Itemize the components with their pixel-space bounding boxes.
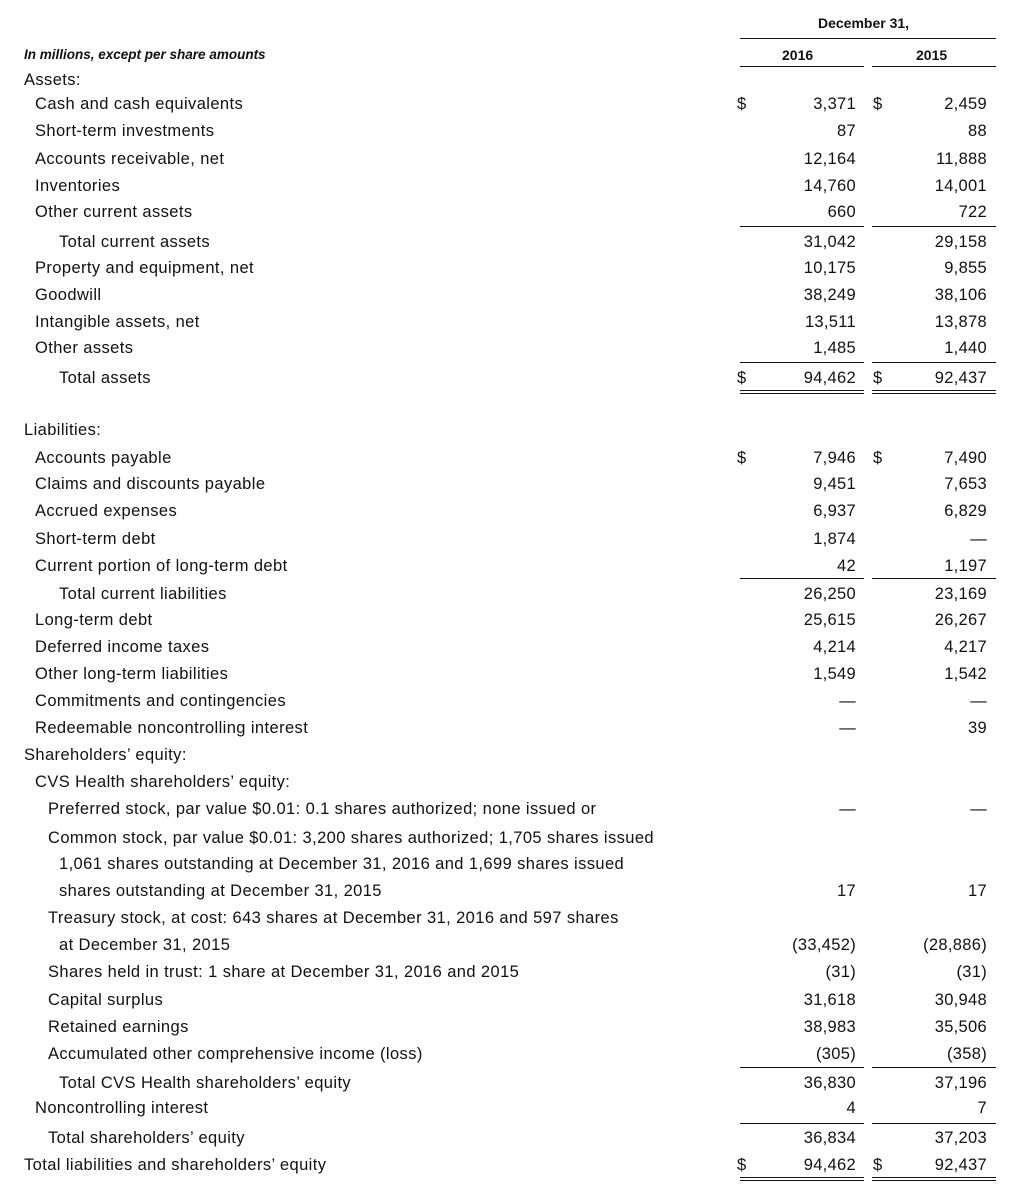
value-2016: 17 bbox=[837, 882, 856, 900]
value-2016: 36,830 bbox=[803, 1074, 856, 1092]
subtotal-rule bbox=[872, 578, 996, 579]
value-2015: 37,203 bbox=[934, 1129, 987, 1147]
row-label: Short-term investments bbox=[35, 122, 215, 140]
value-2016: 87 bbox=[837, 122, 856, 140]
currency-symbol: $ bbox=[873, 1156, 883, 1174]
value-2015: 92,437 bbox=[934, 1156, 987, 1174]
row-label: Intangible assets, net bbox=[35, 313, 200, 331]
value-2016: 13,511 bbox=[804, 313, 856, 331]
subtotal-rule bbox=[872, 226, 996, 227]
value-2015: 23,169 bbox=[934, 585, 987, 603]
column-header-2015: 2015 bbox=[916, 47, 948, 63]
value-2015: 11,888 bbox=[935, 150, 987, 168]
units-caption: In millions, except per share amounts bbox=[24, 47, 266, 62]
value-2016: 660 bbox=[827, 203, 856, 221]
value-2015: 1,542 bbox=[944, 665, 987, 683]
value-2016: 4 bbox=[846, 1099, 856, 1117]
row-label: Short-term debt bbox=[35, 530, 156, 548]
value-2015: — bbox=[970, 800, 987, 818]
currency-symbol: $ bbox=[737, 369, 747, 387]
value-2016: 36,834 bbox=[803, 1129, 856, 1147]
value-2015: 37,196 bbox=[934, 1074, 987, 1092]
currency-symbol: $ bbox=[737, 449, 747, 467]
value-2015: — bbox=[970, 530, 987, 548]
value-2016: 10,175 bbox=[803, 259, 856, 277]
row-label: Deferred income taxes bbox=[35, 638, 210, 656]
row-label: Assets: bbox=[24, 71, 81, 89]
subtotal-rule bbox=[740, 362, 864, 363]
value-2016: 94,462 bbox=[803, 369, 856, 387]
total-double-rule bbox=[740, 1177, 864, 1181]
value-2016: 12,164 bbox=[803, 150, 856, 168]
row-label: Goodwill bbox=[35, 286, 102, 304]
row-label: Other long-term liabilities bbox=[35, 665, 229, 683]
value-2015: 14,001 bbox=[934, 177, 987, 195]
currency-symbol: $ bbox=[737, 1156, 747, 1174]
value-2015: (358) bbox=[946, 1045, 987, 1063]
value-2016: 26,250 bbox=[803, 585, 856, 603]
value-2016: 31,618 bbox=[803, 991, 856, 1009]
row-label: 1,061 shares outstanding at December 31, 2016 and 1,699 shares issued bbox=[59, 855, 625, 873]
value-2015: 29,158 bbox=[934, 233, 987, 251]
subtotal-rule bbox=[740, 226, 864, 227]
total-double-rule bbox=[872, 1177, 996, 1181]
row-label: Accrued expenses bbox=[35, 502, 178, 520]
value-2016: 31,042 bbox=[803, 233, 856, 251]
value-2015: 7,490 bbox=[944, 449, 987, 467]
row-label: Property and equipment, net bbox=[35, 259, 255, 277]
currency-symbol: $ bbox=[873, 95, 883, 113]
subtotal-rule bbox=[740, 578, 864, 579]
value-2015: 30,948 bbox=[934, 991, 987, 1009]
row-label: Shares held in trust: 1 share at December 31, 2016 and 2015 bbox=[48, 963, 520, 981]
row-label: Other current assets bbox=[35, 203, 193, 221]
value-2015: 2,459 bbox=[944, 95, 987, 113]
value-2016: 42 bbox=[837, 557, 856, 575]
period-title-rule bbox=[740, 38, 996, 39]
row-label: Total liabilities and shareholders’ equity bbox=[24, 1156, 327, 1174]
value-2016: 38,249 bbox=[803, 286, 856, 304]
value-2015: 7,653 bbox=[944, 475, 987, 493]
row-label: Total current assets bbox=[59, 233, 211, 251]
value-2016: (305) bbox=[815, 1045, 856, 1063]
value-2016: 1,874 bbox=[813, 530, 856, 548]
row-label: Common stock, par value $0.01: 3,200 shares authorized; 1,705 shares issued bbox=[48, 829, 655, 847]
row-label: Total CVS Health shareholders’ equity bbox=[59, 1074, 352, 1092]
value-2015: 9,855 bbox=[944, 259, 987, 277]
value-2016: (31) bbox=[825, 963, 856, 981]
value-2015: 88 bbox=[968, 122, 987, 140]
column-header-2016: 2016 bbox=[782, 47, 814, 63]
value-2015: 38,106 bbox=[934, 286, 987, 304]
subtotal-rule bbox=[740, 1067, 864, 1068]
value-2016: — bbox=[839, 800, 856, 818]
value-2016: 1,485 bbox=[813, 339, 856, 357]
value-2016: 4,214 bbox=[813, 638, 856, 656]
value-2016: 3,371 bbox=[813, 95, 856, 113]
value-2015: 1,440 bbox=[944, 339, 987, 357]
row-label: shares outstanding at December 31, 2015 bbox=[59, 882, 382, 900]
value-2016: 9,451 bbox=[813, 475, 856, 493]
value-2016: — bbox=[839, 719, 856, 737]
value-2015: 17 bbox=[968, 882, 987, 900]
value-2015: 39 bbox=[968, 719, 987, 737]
row-label: Retained earnings bbox=[48, 1018, 189, 1036]
subtotal-rule bbox=[740, 1123, 864, 1124]
period-title: December 31, bbox=[818, 15, 910, 31]
value-2015: 35,506 bbox=[934, 1018, 987, 1036]
total-double-rule bbox=[740, 390, 864, 394]
row-label: CVS Health shareholders’ equity: bbox=[35, 773, 291, 791]
row-label: Treasury stock, at cost: 643 shares at December 31, 2016 and 597 shares bbox=[48, 909, 619, 927]
row-label: Total current liabilities bbox=[59, 585, 227, 603]
value-2016: 7,946 bbox=[813, 449, 856, 467]
subtotal-rule bbox=[872, 1067, 996, 1068]
row-label: Accounts payable bbox=[35, 449, 172, 467]
value-2015: 7 bbox=[977, 1099, 987, 1117]
row-label: Total shareholders’ equity bbox=[48, 1129, 245, 1147]
value-2015: 92,437 bbox=[934, 369, 987, 387]
column-header-2016-rule bbox=[740, 66, 864, 67]
value-2015: (31) bbox=[956, 963, 987, 981]
value-2015: 13,878 bbox=[934, 313, 987, 331]
row-label: Liabilities: bbox=[24, 421, 102, 439]
row-label: Commitments and contingencies bbox=[35, 692, 286, 710]
row-label: Redeemable noncontrolling interest bbox=[35, 719, 309, 737]
currency-symbol: $ bbox=[873, 449, 883, 467]
row-label: Accounts receivable, net bbox=[35, 150, 225, 168]
value-2015: (28,886) bbox=[923, 936, 987, 954]
total-double-rule bbox=[872, 390, 996, 394]
value-2016: 1,549 bbox=[813, 665, 856, 683]
value-2016: 38,983 bbox=[803, 1018, 856, 1036]
row-label: Preferred stock, par value $0.01: 0.1 shares authorized; none issued or bbox=[48, 800, 597, 818]
row-label: Capital surplus bbox=[48, 991, 164, 1009]
currency-symbol: $ bbox=[737, 95, 747, 113]
currency-symbol: $ bbox=[873, 369, 883, 387]
value-2015: 4,217 bbox=[944, 638, 987, 656]
row-label: Inventories bbox=[35, 177, 121, 195]
value-2015: — bbox=[970, 692, 987, 710]
row-label: Other assets bbox=[35, 339, 134, 357]
row-label: at December 31, 2015 bbox=[59, 936, 231, 954]
column-header-2015-rule bbox=[872, 66, 996, 67]
value-2015: 1,197 bbox=[944, 557, 987, 575]
value-2016: — bbox=[839, 692, 856, 710]
value-2016: (33,452) bbox=[792, 936, 856, 954]
row-label: Total assets bbox=[59, 369, 151, 387]
subtotal-rule bbox=[872, 1123, 996, 1124]
value-2015: 6,829 bbox=[944, 502, 987, 520]
row-label: Noncontrolling interest bbox=[35, 1099, 209, 1117]
value-2016: 94,462 bbox=[803, 1156, 856, 1174]
row-label: Shareholders’ equity: bbox=[24, 746, 187, 764]
value-2016: 25,615 bbox=[803, 611, 856, 629]
row-label: Long-term debt bbox=[35, 611, 153, 629]
row-label: Cash and cash equivalents bbox=[35, 95, 244, 113]
value-2016: 6,937 bbox=[813, 502, 856, 520]
row-label: Accumulated other comprehensive income (loss) bbox=[48, 1045, 423, 1063]
row-label: Claims and discounts payable bbox=[35, 475, 266, 493]
value-2016: 14,760 bbox=[803, 177, 856, 195]
value-2015: 722 bbox=[958, 203, 987, 221]
row-label: Current portion of long-term debt bbox=[35, 557, 288, 575]
subtotal-rule bbox=[872, 362, 996, 363]
value-2015: 26,267 bbox=[934, 611, 987, 629]
